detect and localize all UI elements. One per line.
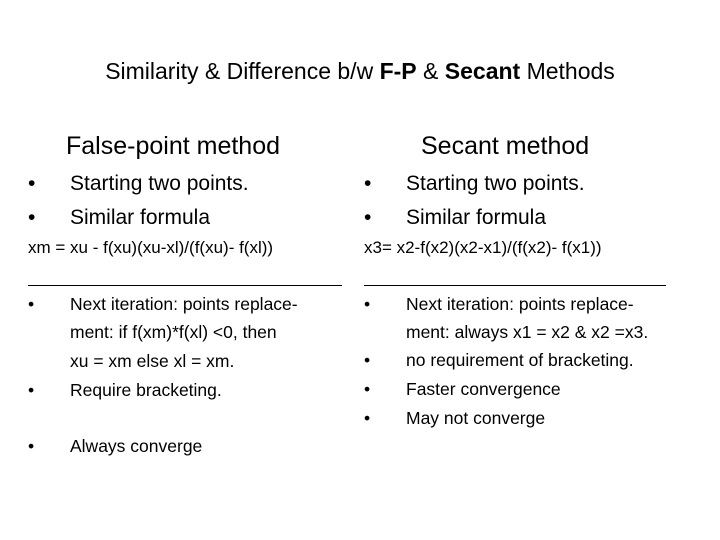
bullet-icon: • xyxy=(28,172,36,195)
bullet-text: May not converge xyxy=(406,408,546,428)
bullet-icon: • xyxy=(364,379,371,399)
bullet-icon: • xyxy=(364,350,371,370)
bullet-icon: • xyxy=(28,294,35,314)
false-point-heading: False-point method xyxy=(66,132,281,160)
title-part-1: Similarity & Difference b/w xyxy=(105,58,380,84)
title-bold-secant: Secant xyxy=(444,58,521,84)
false-point-formula: xm = xu - f(xu)(xu-xl)/(f(xu)- f(xl)) xyxy=(28,238,274,257)
title-bold-fp: F-P xyxy=(379,58,417,84)
title-part-2: & xyxy=(416,58,445,84)
slide-title xyxy=(0,58,720,85)
bullet-text: Faster convergence xyxy=(406,379,561,399)
bullet-icon: • xyxy=(28,380,35,400)
right-next-iteration-line-2: ment: always x1 = x2 & x2 =x3. xyxy=(406,322,649,342)
secant-heading: Secant method xyxy=(421,132,590,160)
bullet-icon: • xyxy=(364,294,371,314)
bullet-text: Similar formula xyxy=(406,206,547,229)
bullet-text: Similar formula xyxy=(70,206,211,229)
right-divider-line xyxy=(364,285,666,286)
bullet-text: Require bracketing. xyxy=(70,380,222,400)
left-next-iteration-line-3: xu = xm else xl = xm. xyxy=(70,351,235,371)
bullet-icon: • xyxy=(28,436,35,456)
bullet-text: Next iteration: points replace- xyxy=(70,294,298,314)
left-next-iteration-line-2: ment: if f(xm)*f(xl) <0, then xyxy=(70,322,277,342)
bullet-icon: • xyxy=(364,172,372,195)
bullet-icon: • xyxy=(28,206,36,229)
left-divider-line xyxy=(28,285,342,286)
title-part-3: Methods xyxy=(520,58,615,84)
bullet-text: Next iteration: points replace- xyxy=(406,294,634,314)
bullet-text: Starting two points. xyxy=(70,172,249,195)
secant-formula: x3= x2-f(x2)(x2-x1)/(f(x2)- f(x1)) xyxy=(364,238,602,257)
bullet-icon: • xyxy=(364,408,371,428)
bullet-text: Starting two points. xyxy=(406,172,585,195)
bullet-text: Always converge xyxy=(70,436,203,456)
bullet-text: no requirement of bracketing. xyxy=(406,350,634,370)
bullet-icon: • xyxy=(364,206,372,229)
